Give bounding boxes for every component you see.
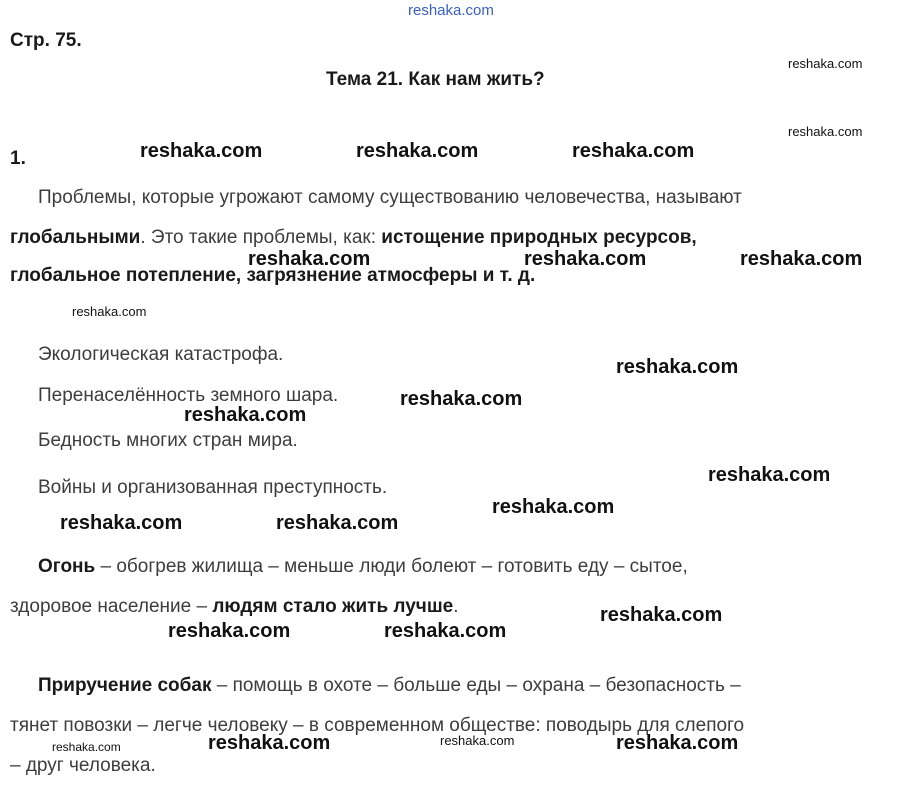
- watermark: reshaka.com: [52, 740, 121, 754]
- watermark: reshaka.com: [740, 248, 863, 270]
- watermark-top: reshaka.com: [408, 2, 494, 19]
- watermark: reshaka.com: [248, 248, 371, 270]
- watermark: reshaka.com: [60, 512, 183, 534]
- dogs-line3: – друг человека.: [10, 755, 156, 776]
- dogs-line1: [38, 667, 741, 705]
- watermark: reshaka.com: [140, 140, 263, 162]
- page-label: Стр. 75.: [10, 30, 82, 51]
- list-item: Перенаселённость земного шара.: [38, 385, 339, 406]
- watermark: reshaka.com: [356, 140, 479, 162]
- watermark: reshaka.com: [184, 404, 307, 426]
- list-item: Войны и организованная преступность.: [38, 477, 388, 498]
- fire-line2-text: здоровое население –: [10, 596, 213, 617]
- dogs-line2: тянет повозки – легче человеку – в современном обществе: поводырь для слепого: [10, 715, 745, 736]
- list-item: Экологическая катастрофа.: [38, 344, 284, 365]
- watermark: reshaka.com: [440, 733, 515, 748]
- para1-line1: Проблемы, которые угрожают самому существованию человечества, называют: [38, 187, 742, 208]
- dogs-line1-text: – помощь в охоте – больше еды – охрана – безопасность –: [211, 675, 741, 696]
- term-resources: истощение природных ресурсов,: [381, 227, 697, 248]
- watermark: reshaka.com: [788, 124, 863, 139]
- watermark: reshaka.com: [616, 356, 739, 378]
- watermark: reshaka.com: [524, 248, 647, 270]
- para1-line2-text: . Это такие проблемы, как:: [140, 227, 382, 248]
- watermark: reshaka.com: [72, 304, 147, 319]
- watermark: reshaka.com: [384, 620, 507, 642]
- term-fire: Огонь: [38, 556, 96, 577]
- term-dogs: Приручение собак: [38, 675, 212, 696]
- watermark: reshaka.com: [600, 604, 723, 626]
- watermark: reshaka.com: [788, 56, 863, 71]
- watermark: reshaka.com: [616, 732, 739, 754]
- watermark: reshaka.com: [708, 464, 831, 486]
- item-number: 1.: [10, 148, 26, 169]
- fire-line2-end: .: [453, 596, 459, 617]
- watermark: reshaka.com: [276, 512, 399, 534]
- topic-title: Тема 21. Как нам жить?: [326, 69, 545, 90]
- term-better-life: людям стало жить лучше: [212, 596, 454, 617]
- list-item: Бедность многих стран мира.: [38, 430, 298, 451]
- watermark: reshaka.com: [400, 388, 523, 410]
- watermark: reshaka.com: [168, 620, 291, 642]
- term-warming: глобальное потепление, загрязнение атмосферы и т. д.: [10, 265, 536, 286]
- watermark: reshaka.com: [208, 732, 331, 754]
- term-global: глобальными: [10, 227, 141, 248]
- fire-line1: [38, 548, 688, 586]
- watermark: reshaka.com: [492, 496, 615, 518]
- watermark: reshaka.com: [572, 140, 695, 162]
- fire-line1-text: – обогрев жилища – меньше люди болеют – готовить еду – сытое,: [95, 556, 688, 577]
